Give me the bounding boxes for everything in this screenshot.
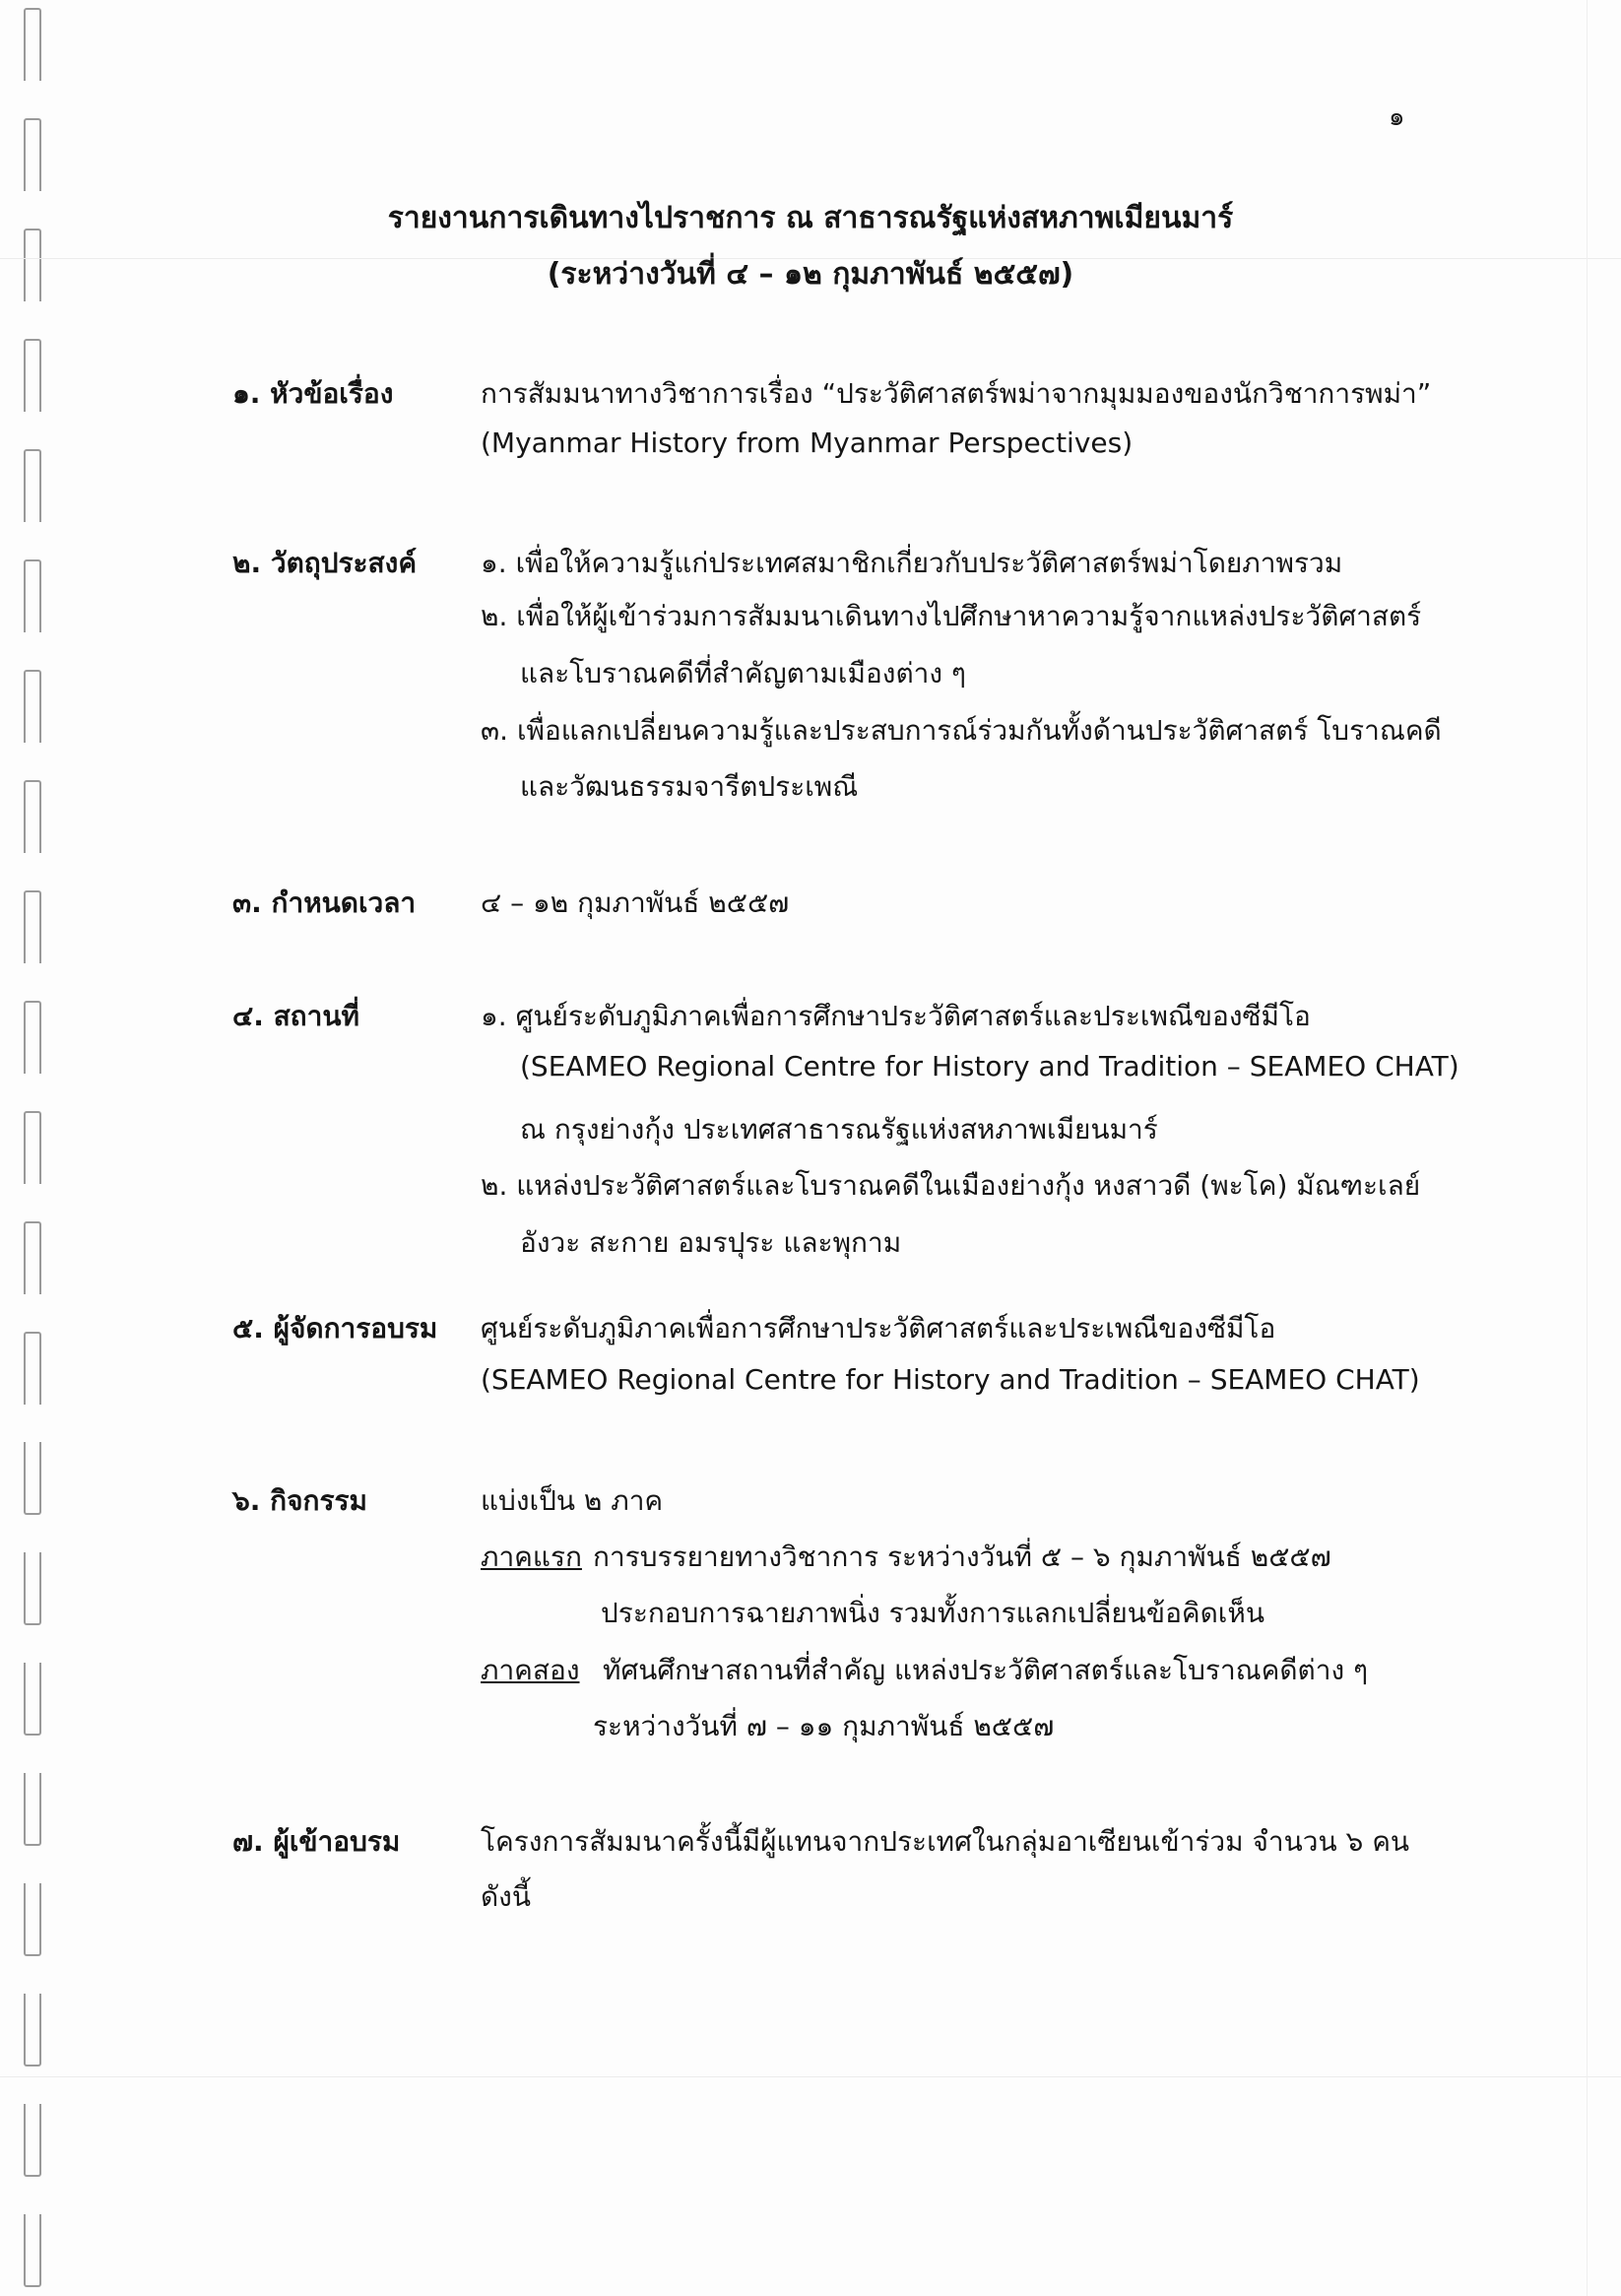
binder-hole [24, 118, 41, 191]
section-5-line: ศูนย์ระดับภูมิภาคเพื่อการศึกษาประวัติศาสตร์และประเพณีของซีมีโอ [481, 1312, 1276, 1345]
binder-hole [24, 559, 41, 632]
binder-hole [24, 1332, 41, 1405]
binder-hole [24, 780, 41, 853]
section-4-line: ณ กรุงย่างกุ้ง ประเทศสาธารณรัฐแห่งสหภาพเมียนมาร์ [520, 1113, 1158, 1146]
section-3-line: ๔ – ๑๒ กุมภาพันธ์ ๒๕๕๗ [481, 886, 790, 919]
part-1-cont: ประกอบการฉายภาพนิ่ง รวมทั้งการแลกเปลี่ยนข้อคิดเห็น [601, 1597, 1264, 1629]
binder-hole [24, 8, 41, 81]
binder-hole [24, 1994, 41, 2066]
part-1-text: การบรรยายทางวิชาการ ระหว่างวันที่ ๕ – ๖ กุมภาพันธ์ ๒๕๕๗ [593, 1541, 1331, 1573]
section-3-label: ๓. กำหนดเวลา [232, 886, 417, 919]
fold-line [0, 2076, 1621, 2077]
binder-hole [24, 1111, 41, 1184]
section-7-line: ดังนี้ [481, 1880, 531, 1913]
binder-hole [24, 670, 41, 743]
binder-hole [24, 1883, 41, 1956]
binder-hole [24, 1552, 41, 1625]
binder-hole [24, 1001, 41, 1074]
section-6-label: ๖. กิจกรรม [232, 1484, 368, 1517]
binder-hole [24, 890, 41, 963]
section-6-intro: แบ่งเป็น ๒ ภาค [481, 1484, 664, 1517]
binder-hole [24, 339, 41, 412]
section-2-line: ๓. เพื่อแลกเปลี่ยนความรู้และประสบการณ์ร่วมกันทั้งด้านประวัติศาสตร์ โบราณคดี [481, 714, 1442, 747]
section-5-label: ๕. ผู้จัดการอบรม [232, 1312, 438, 1345]
section-1-line: (Myanmar History from Myanmar Perspectives) [481, 426, 1134, 459]
document-subtitle: (ระหว่างวันที่ ๔ – ๑๒ กุมภาพันธ์ ๒๕๕๗) [547, 257, 1074, 292]
section-2-label: ๒. วัตถุประสงค์ [232, 547, 418, 579]
binder-holes [18, 0, 47, 2296]
section-2-line: ๑. เพื่อให้ความรู้แก่ประเทศสมาชิกเกี่ยวกับประวัติศาสตร์พม่าโดยภาพรวม [481, 547, 1343, 579]
section-4-label: ๔. สถานที่ [232, 1000, 359, 1032]
binder-hole [24, 1442, 41, 1515]
binder-hole [24, 1663, 41, 1736]
section-4-line: ๑. ศูนย์ระดับภูมิภาคเพื่อการศึกษาประวัติศาสตร์และประเพณีของซีมีโอ [481, 1000, 1311, 1032]
section-7-line: โครงการสัมมนาครั้งนี้มีผู้แทนจากประเทศในกลุ่มอาเซียนเข้าร่วม จำนวน ๖ คน [481, 1825, 1410, 1858]
section-2-line: ๒. เพื่อให้ผู้เข้าร่วมการสัมมนาเดินทางไปศึกษาหาความรู้จากแหล่งประวัติศาสตร์ [481, 600, 1422, 632]
section-2-line: และโบราณคดีที่สำคัญตามเมืองต่าง ๆ [520, 657, 966, 689]
section-1-line: การสัมมนาทางวิชาการเรื่อง “ประวัติศาสตร์พม่าจากมุมมองของนักวิชาการพม่า” [481, 377, 1432, 410]
section-4-line: ๒. แหล่งประวัติศาสตร์และโบราณคดีในเมืองย่างกุ้ง หงสาวดี (พะโค) มัณฑะเลย์ [481, 1169, 1421, 1202]
part-2-text: ทัศนศึกษาสถานที่สำคัญ แหล่งประวัติศาสตร์และโบราณคดีต่าง ๆ [603, 1654, 1369, 1686]
part-1-name: ภาคแรก [481, 1541, 582, 1573]
section-1-label: ๑. หัวข้อเรื่อง [232, 377, 394, 410]
binder-hole [24, 2104, 41, 2177]
part-2-cont: ระหว่างวันที่ ๗ – ๑๑ กุมภาพันธ์ ๒๕๕๗ [593, 1710, 1055, 1742]
page-edge [1587, 0, 1588, 2296]
section-5-line: (SEAMEO Regional Centre for History and Tradition – SEAMEO CHAT) [481, 1363, 1420, 1396]
binder-hole [24, 449, 41, 522]
section-4-line: อังวะ สะกาย อมรปุระ และพุกาม [520, 1226, 902, 1259]
section-7-label: ๗. ผู้เข้าอบรม [232, 1825, 401, 1858]
section-2-line: และวัฒนธรรมจารีตประเพณี [520, 770, 859, 803]
binder-hole [24, 1773, 41, 1846]
part-2-name: ภาคสอง [481, 1654, 580, 1686]
binder-hole [24, 2214, 41, 2287]
document-title: รายงานการเดินทางไปราชการ ณ สาธารณรัฐแห่งสหภาพเมียนมาร์ [387, 201, 1234, 235]
section-4-line: (SEAMEO Regional Centre for History and Tradition – SEAMEO CHAT) [520, 1050, 1459, 1082]
binder-hole [24, 1221, 41, 1294]
page-number: ๑ [1389, 102, 1405, 132]
